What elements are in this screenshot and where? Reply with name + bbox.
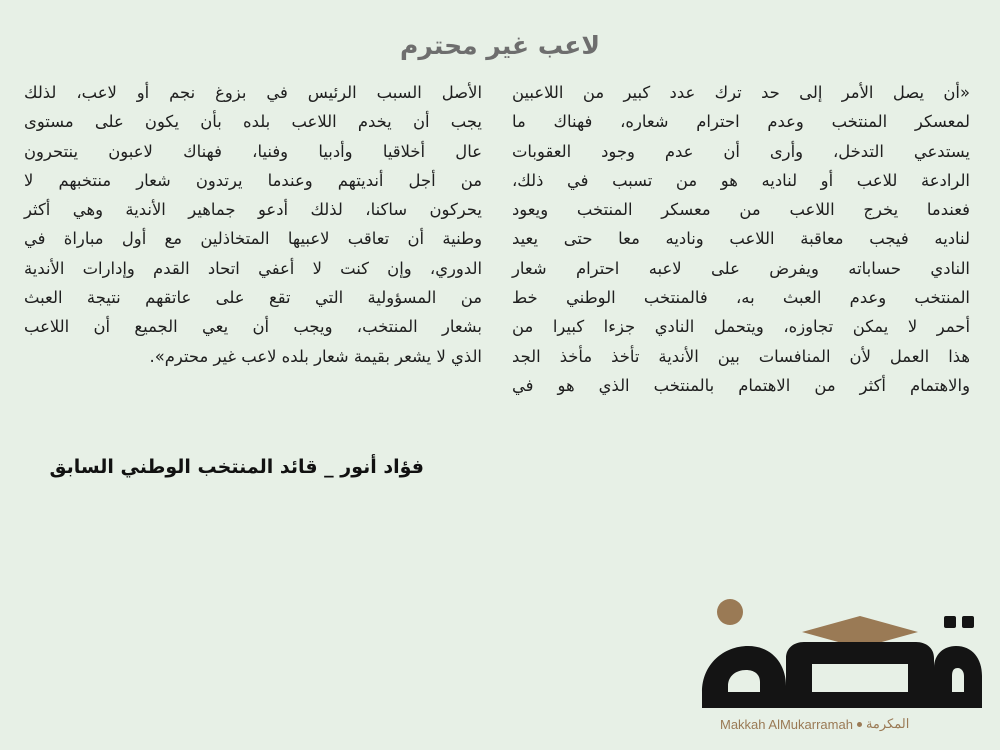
logo-dot-b	[962, 616, 974, 628]
text-line: يحركون ساكنا، لذلك أدعو جماهير الأندية وهي أكثر	[24, 200, 482, 220]
text-line: النادي حساباته ويفرض على لاعبه احترام شعار	[512, 258, 970, 278]
text-line: لمعسكر المنتخب وعدم احترام شعاره، فهناك ما	[512, 112, 970, 132]
text-line: أحمر لا يمكن تجاوزه، ويتحمل النادي جزءا كبيرا من	[512, 317, 970, 337]
text-line: المنتخب وعدم العبث به، فالمنتخب الوطني خط	[512, 288, 970, 308]
text-line: يستدعي التدخل، وأرى أن عدم وجود العقوبات	[512, 141, 970, 161]
logo-caption-arabic: المكرمة	[865, 716, 910, 731]
caption-separator-dot	[857, 722, 862, 727]
makkah-newspaper-logo	[690, 596, 990, 736]
logo-dot-a	[944, 616, 956, 628]
text-line: وطنية أن تعاقب لاعبيها المتخاذلين مع أول مباراة في	[24, 229, 482, 249]
article-title: لاعب غير محترم	[400, 31, 600, 60]
text-line: هذا العمل لأن المنافسات بين الأندية تأخذ مأخذ الجد	[512, 346, 970, 366]
text-line: والاهتمام أكثر من الاهتمام بالمنتخب الذي هو في	[512, 375, 970, 395]
article-column-left	[24, 78, 482, 371]
text-line: من المسؤولية التي تقع على عاتقهم نتيجة العبث	[24, 288, 482, 308]
logo-caption-latin: Makkah AlMukarramah	[720, 716, 853, 732]
makkah-logo-mark	[690, 596, 990, 716]
text-line: الدوري، وإن كنت لا أعفي اتحاد القدم وإدارات الأندية	[24, 258, 482, 278]
logo-letter-taa	[934, 646, 982, 708]
text-line: يجب أن يخدم اللاعب بلده بأن يكون على مستوى	[24, 112, 482, 132]
logo-caption	[720, 716, 986, 732]
logo-letter-kaf	[786, 642, 934, 708]
text-line: من أجل أنديتهم وعندما يرتدون شعار منتخبهم لا	[24, 170, 482, 190]
text-line: عال أخلاقيا وأدبيا وفنيا، فهناك لاعبون ينتحرون	[24, 141, 482, 161]
text-line: الأصل السبب الرئيس في بزوغ نجم أو لاعب، لذلك	[24, 83, 482, 102]
logo-letter-meem	[702, 646, 786, 708]
text-line: فعندما يخرج اللاعب من معسكر المنتخب ويعود	[512, 200, 970, 220]
text-line: «أن يصل الأمر إلى حد ترك عدد كبير من اللاعبين	[512, 83, 970, 102]
text-line: لناديه فيجب معاقبة اللاعب وناديه معا حتى يعيد	[512, 229, 970, 249]
text-line: الرادعة للاعب أو لناديه هو من تسبب في ذلك،	[512, 170, 970, 190]
article-signature: فؤاد أنور _ قائد المنتخب الوطني السابق	[49, 456, 424, 478]
logo-dot	[717, 599, 743, 625]
text-line: الذي لا يشعر بقيمة شعار بلده لاعب غير محترم».	[149, 346, 482, 366]
article-column-right	[512, 78, 970, 400]
text-line: بشعار المنتخب، ويجب أن يعي الجميع أن اللاعب	[24, 317, 482, 337]
